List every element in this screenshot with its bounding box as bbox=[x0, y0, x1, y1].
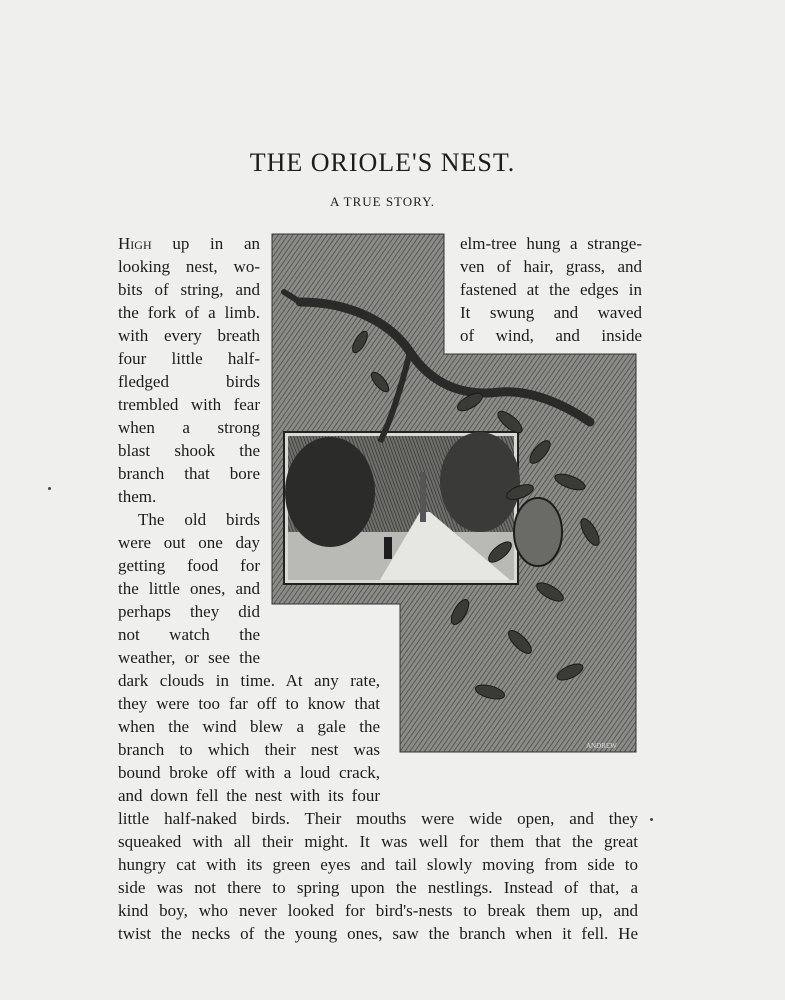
text-line: they were too far off to know that bbox=[118, 694, 380, 713]
text-line: not watch the bbox=[118, 625, 260, 644]
story-subtitle: A TRUE STORY. bbox=[329, 194, 436, 209]
text-line: the little ones, and bbox=[118, 579, 260, 598]
text-line: It swung and waved bbox=[460, 303, 642, 322]
text-line: weather, or see the bbox=[118, 648, 260, 667]
text-line: branch that bore bbox=[118, 464, 260, 483]
text-line: dark clouds in time. At any rate, bbox=[118, 671, 380, 690]
text-line: four little half- bbox=[118, 349, 260, 368]
text-line: the fork of a limb. bbox=[118, 303, 260, 322]
page-speck bbox=[48, 487, 51, 490]
text-line: when a strong bbox=[118, 418, 260, 437]
text-line: side was not there to spring upon the nestlings. Instead of that, a bbox=[118, 878, 638, 897]
text-line: twist the necks of the young ones, saw the branch when it fell. He bbox=[118, 924, 638, 943]
text-line: High up in an bbox=[118, 234, 260, 253]
text-line: looking nest, wo- bbox=[118, 257, 260, 276]
text-line: of wind, and inside bbox=[460, 326, 642, 345]
text-line: when the wind blew a gale the bbox=[118, 717, 380, 736]
inset-landscape bbox=[284, 432, 520, 584]
text-line: ven of hair, grass, and bbox=[460, 257, 642, 276]
text-line: kind boy, who never looked for bird's-nests to break them up, and bbox=[118, 901, 638, 920]
text-line: elm-tree hung a strange- bbox=[460, 234, 642, 253]
text-line: blast shook the bbox=[118, 441, 260, 460]
text-line: them. bbox=[118, 487, 157, 506]
text-line: The old birds bbox=[138, 510, 260, 529]
text-line: fastened at the edges in bbox=[460, 280, 642, 299]
text-line: trembled with fear bbox=[118, 395, 260, 414]
engraving-illustration bbox=[270, 232, 640, 756]
nest bbox=[514, 498, 562, 566]
illustration-signature: ANDREW bbox=[586, 742, 617, 750]
text-line: perhaps they did bbox=[118, 602, 260, 621]
text-line: hungry cat with its green eyes and tail slowly moving from side to bbox=[118, 855, 638, 874]
story-title: THE ORIOLE'S NEST. bbox=[249, 148, 516, 177]
text-line: were out one day bbox=[118, 533, 260, 552]
page-speck bbox=[650, 818, 653, 821]
text-line: branch to which their nest was bbox=[118, 740, 380, 759]
text-line: getting food for bbox=[118, 556, 260, 575]
text-line: and down fell the nest with its four bbox=[118, 786, 380, 805]
text-line: with every breath bbox=[118, 326, 260, 345]
text-line: bits of string, and bbox=[118, 280, 260, 299]
text-line: squeaked with all their might. It was well for them that the great bbox=[118, 832, 638, 851]
text-line: little half-naked birds. Their mouths were wide open, and they bbox=[118, 809, 638, 828]
text-line: fledged birds bbox=[118, 372, 260, 391]
text-line: bound broke off with a loud crack, bbox=[118, 763, 380, 782]
drop-word: High bbox=[118, 234, 152, 253]
